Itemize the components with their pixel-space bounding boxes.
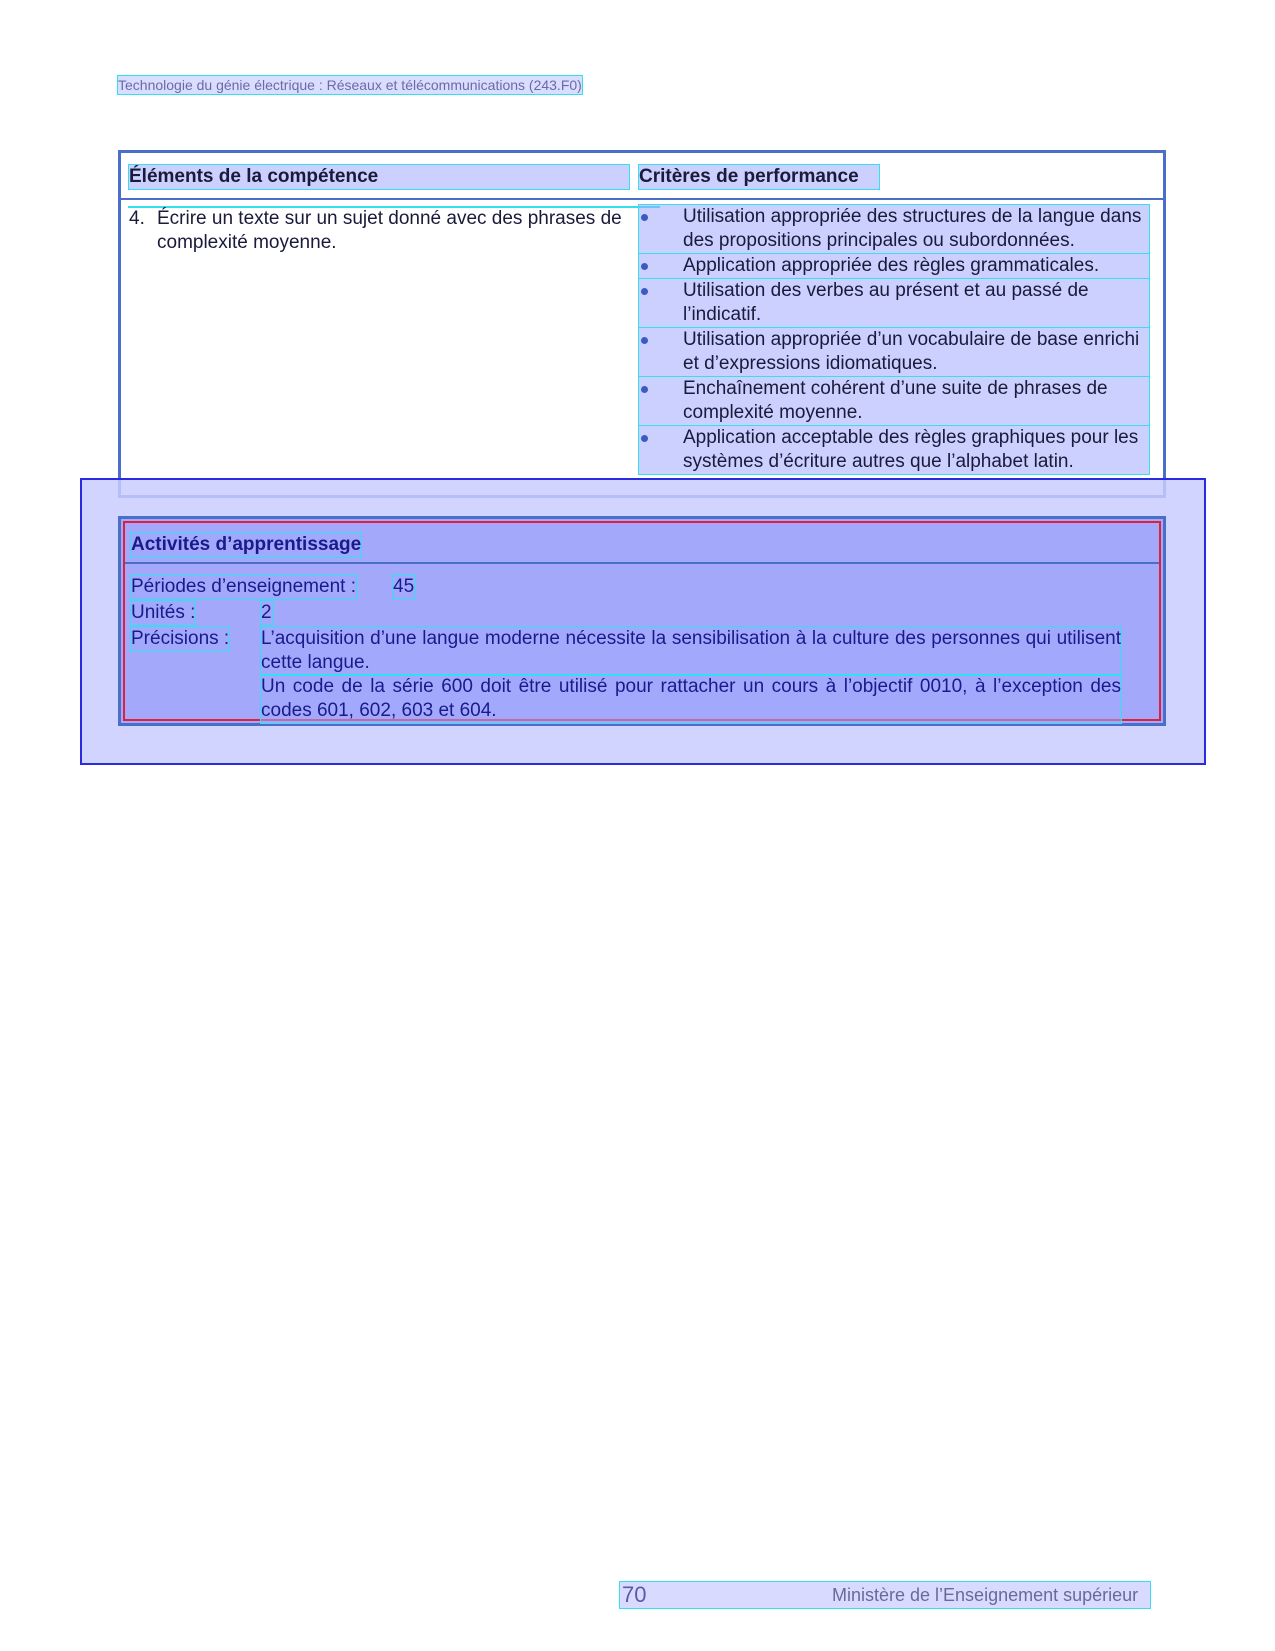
running-header: Technologie du génie électrique : Réseaux et télécommunications (243.F0) (118, 77, 582, 93)
element-text: Écrire un texte sur un sujet donné avec des phrases de complexité moyenne. (157, 208, 622, 253)
criteria-list (639, 205, 1149, 475)
bullet-icon (641, 263, 648, 270)
activities-title: Activités d’apprentissage (131, 534, 362, 555)
criteria-column-header: Critères de performance (639, 165, 879, 189)
periods-value: 45 (393, 576, 415, 597)
criterion-item (639, 328, 1149, 376)
criterion-item (639, 254, 1149, 278)
units-value: 2 (261, 602, 272, 623)
precisions-label: Précisions : (131, 628, 230, 649)
criterion-item (639, 205, 1149, 253)
activities-selection-frame (123, 521, 1161, 721)
footer-ministry: Ministère de l’Enseignement supérieur (832, 1585, 1139, 1605)
precision-paragraph: Un code de la série 600 doit être utilisé pour rattacher un cours à l’objectif 0010, à l’exception des codes 601, 602, 603 et 604. (261, 676, 1121, 721)
bullet-icon (641, 386, 648, 393)
criterion-text: Application appropriée des règles grammaticales. (683, 255, 1100, 276)
criterion-item (639, 426, 1149, 474)
bullet-icon (641, 337, 648, 344)
element-number: 4. (129, 208, 145, 229)
table-header-row (121, 153, 1163, 200)
criterion-text: Enchaînement cohérent d’une suite de phrases de complexité moyenne. (683, 378, 1108, 423)
criterion-text: Utilisation des verbes au présent et au passé de l’indicatif. (683, 280, 1089, 325)
precision-paragraph: L’acquisition d’une langue moderne nécessite la sensibilisation à la culture des personnes qui utilisent cette langue. (261, 628, 1121, 673)
units-label: Unités : (131, 602, 196, 623)
bullet-icon (641, 288, 648, 295)
precisions-text (261, 627, 1121, 723)
criterion-item (639, 377, 1149, 425)
competence-table (118, 150, 1166, 498)
bullet-icon (641, 214, 648, 221)
bullet-icon (641, 435, 648, 442)
criterion-text: Application acceptable des règles graphiques pour les systèmes d’écriture autres que l’alphabet latin. (683, 427, 1139, 472)
periods-label: Périodes d’enseignement : (131, 576, 356, 597)
elements-column-header: Éléments de la compétence (129, 165, 629, 189)
activities-title-row (125, 523, 1159, 564)
criterion-item (639, 279, 1149, 327)
page-number: 70 (622, 1582, 647, 1607)
criterion-text: Utilisation appropriée des structures de la langue dans des propositions principales ou subordonnées. (683, 206, 1142, 251)
criterion-text: Utilisation appropriée d’un vocabulaire de base enrichi et d’expressions idiomatiques. (683, 329, 1140, 374)
activities-box (118, 516, 1166, 726)
